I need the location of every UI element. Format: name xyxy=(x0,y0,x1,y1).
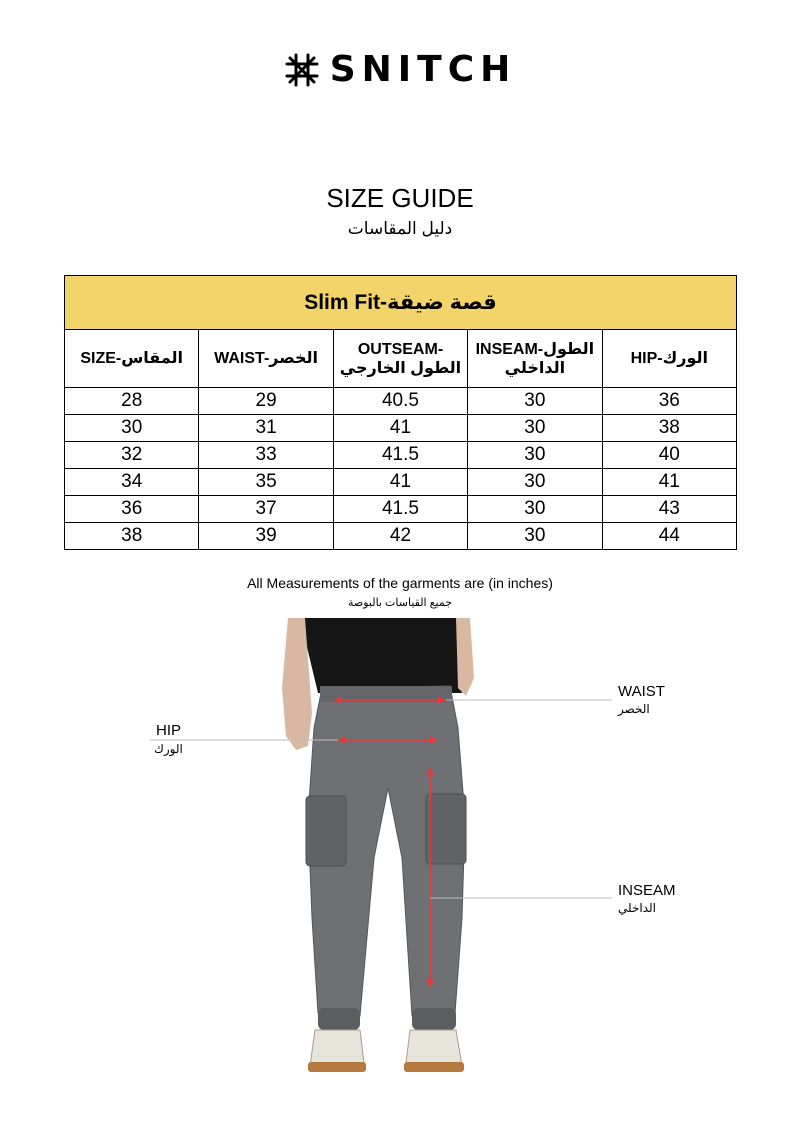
inseam-label-arabic: الداخلي xyxy=(618,901,657,915)
inseam-label: INSEAM xyxy=(618,882,676,899)
table-row: 36 37 41.5 30 43 xyxy=(65,496,737,523)
page-subtitle-arabic: دليل المقاسات xyxy=(347,219,453,238)
right-shoe xyxy=(406,1030,462,1066)
shirt xyxy=(300,618,462,693)
table-row: 28 29 40.5 30 36 xyxy=(65,388,737,415)
size-table xyxy=(64,275,737,550)
column-header-outseam: OUTSEAM- الطول الخارجي xyxy=(333,330,467,388)
waist-label-arabic: الخصر xyxy=(618,702,650,716)
table-row: 30 31 41 30 38 xyxy=(65,415,737,442)
measurement-note-arabic: جميع القياسات بالبوصة xyxy=(347,597,453,609)
brand-logo xyxy=(0,50,800,90)
right-arm xyxy=(456,618,474,696)
column-header-size: SIZE-المقاس xyxy=(65,330,199,388)
waist-label: WAIST xyxy=(618,683,665,700)
table-row: 32 33 41.5 30 40 xyxy=(65,442,737,469)
column-header-hip: HIP-الورك xyxy=(602,330,736,388)
column-header-inseam: INSEAM-الطول الداخلي xyxy=(468,330,602,388)
table-row: 38 39 42 30 44 xyxy=(65,523,737,550)
measurement-note: All Measurements of the garments are (in inches) xyxy=(247,575,553,591)
right-cuff xyxy=(412,1008,456,1030)
right-cargo-pocket xyxy=(426,794,466,864)
hip-label: HIP xyxy=(156,722,182,739)
left-shoe xyxy=(310,1030,364,1066)
hip-label-arabic: الورك xyxy=(154,742,183,756)
left-cargo-pocket xyxy=(306,796,346,866)
left-cuff xyxy=(318,1008,360,1030)
page-title: SIZE GUIDE xyxy=(326,183,474,213)
hash-grid-icon xyxy=(284,52,320,88)
pants-measurement-diagram xyxy=(0,618,800,1148)
column-header-waist: WAIST-الخصر xyxy=(199,330,333,388)
brand-name: SNITCH xyxy=(329,49,517,90)
table-row: 34 35 41 30 41 xyxy=(65,469,737,496)
fit-title: Slim Fit-قصة ضيقة xyxy=(65,276,737,330)
